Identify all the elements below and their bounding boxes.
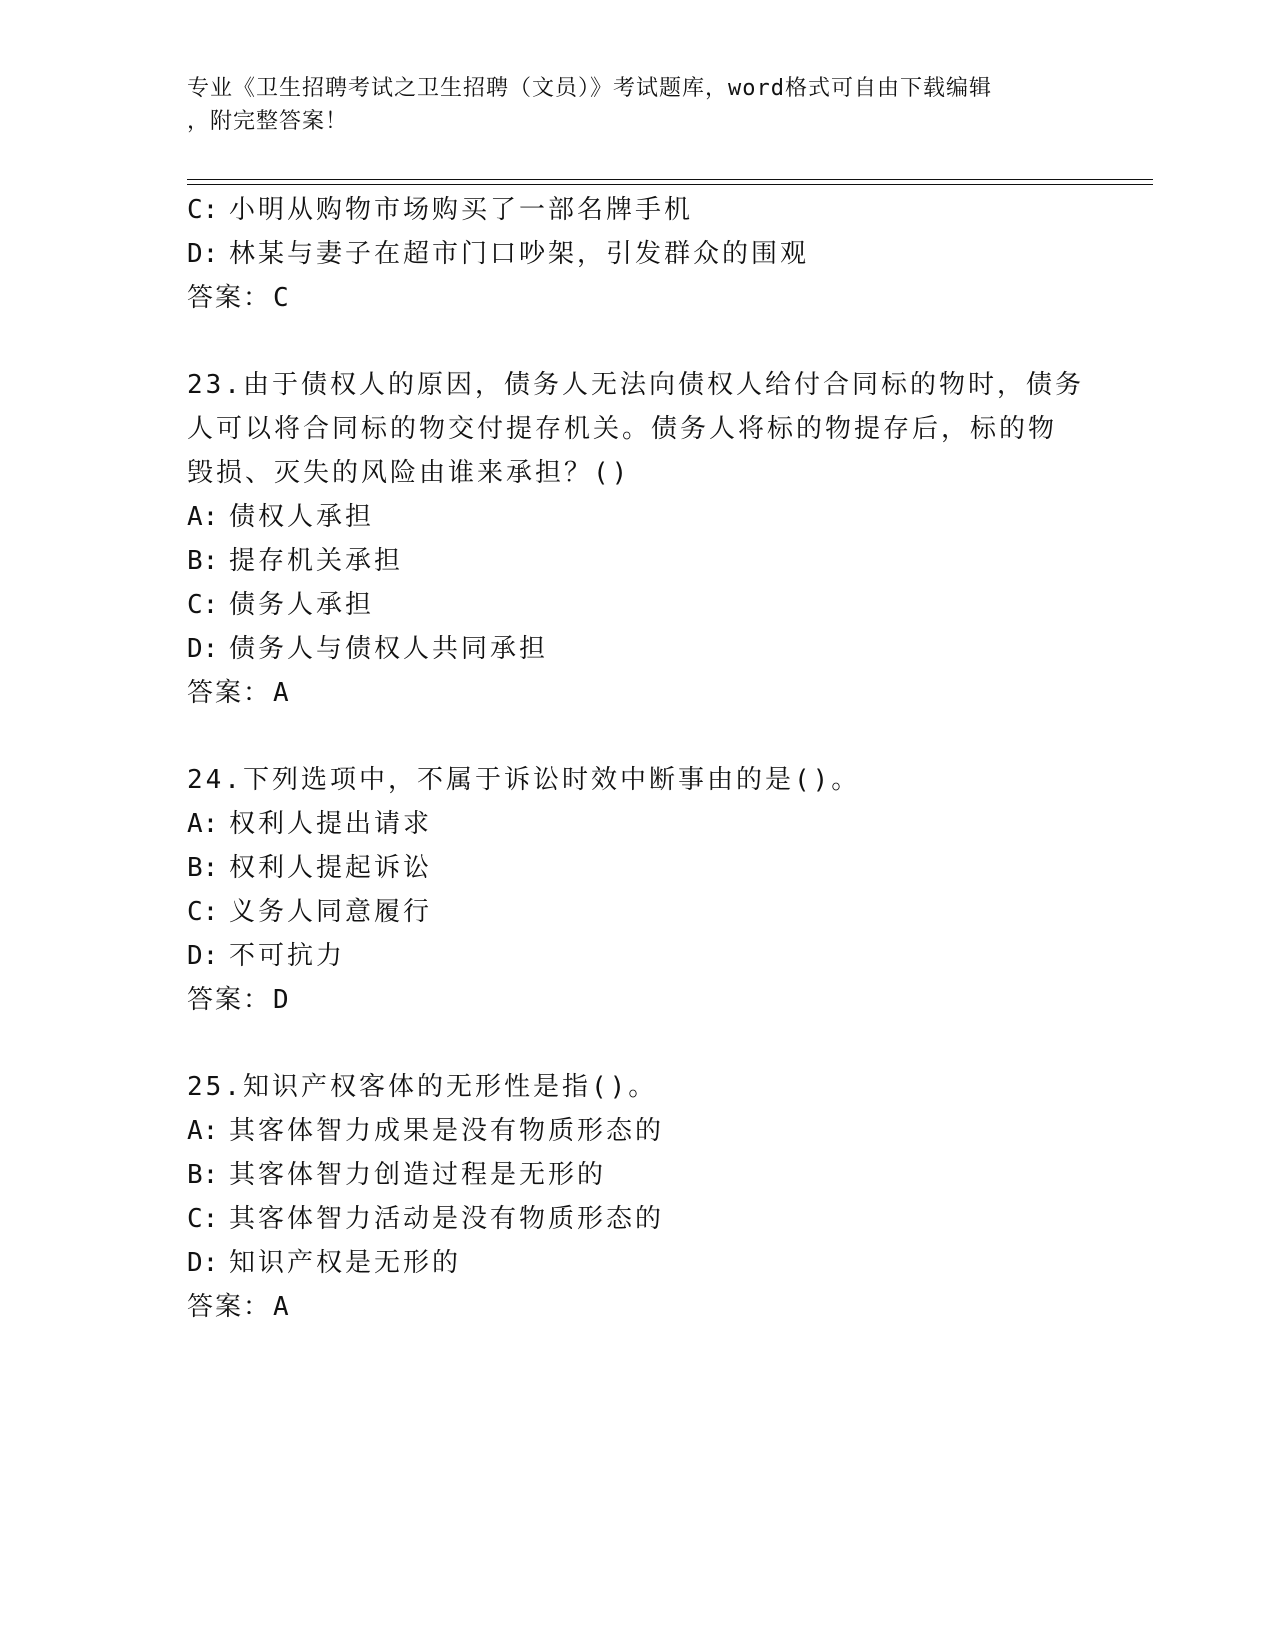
option-text: 其客体智力成果是没有物质形态的	[229, 1116, 665, 1146]
option-label: D:	[187, 1248, 219, 1278]
q23-option-c	[187, 588, 374, 622]
option-label: A:	[187, 502, 219, 532]
option-label: C:	[187, 1204, 219, 1234]
q25-option-a	[187, 1114, 664, 1148]
q23-option-a	[187, 500, 374, 534]
option-label: A:	[187, 1116, 219, 1146]
option-label: C:	[187, 590, 219, 620]
q22-option-c	[187, 193, 693, 227]
q23-option-b	[187, 544, 403, 578]
document-header	[187, 72, 1067, 138]
q25-option-b	[187, 1158, 606, 1192]
answer-key: 答案：	[187, 985, 272, 1015]
option-label: D:	[187, 239, 219, 269]
option-label: D:	[187, 941, 219, 971]
q23-stem-line-1: 23.由于债权人的原因，债务人无法向债权人给付合同标的物时，债务	[187, 370, 1084, 400]
option-label: B:	[187, 1160, 219, 1190]
option-text: 债务人承担	[229, 590, 375, 620]
header-line-1: 专业《卫生招聘考试之卫生招聘（文员）》考试题库，word格式可自由下载编辑	[187, 76, 992, 101]
option-text: 债权人承担	[229, 502, 375, 532]
answer-value: A	[273, 678, 289, 708]
answer-value: D	[273, 985, 289, 1015]
answer-key: 答案：	[187, 1292, 272, 1322]
option-text: 小明从购物市场购买了一部名牌手机	[229, 195, 694, 225]
answer-key: 答案：	[187, 678, 272, 708]
option-text: 知识产权是无形的	[229, 1248, 462, 1278]
q24-option-b	[187, 851, 432, 885]
q23-stem-line-2: 人可以将合同标的物交付提存机关。债务人将标的物提存后，标的物	[187, 414, 1058, 444]
q24-option-c	[187, 895, 432, 929]
q25-option-c	[187, 1202, 664, 1236]
option-text: 债务人与债权人共同承担	[229, 634, 549, 664]
q25-answer	[187, 1290, 289, 1324]
option-text: 权利人提起诉讼	[229, 853, 433, 883]
q23-stem-line-3: 毁损、灭失的风险由谁来承担？()	[187, 458, 631, 488]
q24-option-a	[187, 807, 432, 841]
q23-answer	[187, 676, 289, 710]
q22-option-d	[187, 237, 809, 271]
q24-stem-line-1: 24.下列选项中，不属于诉讼时效中断事由的是()。	[187, 765, 861, 795]
header-divider-top	[187, 179, 1153, 180]
option-label: B:	[187, 853, 219, 883]
option-text: 其客体智力活动是没有物质形态的	[229, 1204, 665, 1234]
q25-option-d	[187, 1246, 461, 1280]
q24-answer	[187, 983, 289, 1017]
option-text: 不可抗力	[229, 941, 346, 971]
header-line-2: ，附完整答案！	[187, 109, 349, 134]
option-label: D:	[187, 634, 219, 664]
option-text: 提存机关承担	[229, 546, 404, 576]
option-label: C:	[187, 195, 219, 225]
header-divider-bottom	[187, 184, 1153, 185]
q24-option-d	[187, 939, 345, 973]
option-text: 义务人同意履行	[229, 897, 433, 927]
answer-key: 答案：	[187, 283, 272, 313]
q23-option-d	[187, 632, 548, 666]
answer-value: C	[273, 283, 289, 313]
option-text: 其客体智力创造过程是无形的	[229, 1160, 607, 1190]
option-text: 林某与妻子在超市门口吵架，引发群众的围观	[229, 239, 810, 269]
option-text: 权利人提出请求	[229, 809, 433, 839]
q25-stem-line-1: 25.知识产权客体的无形性是指()。	[187, 1072, 658, 1102]
option-label: C:	[187, 897, 219, 927]
option-label: A:	[187, 809, 219, 839]
answer-value: A	[273, 1292, 289, 1322]
q22-answer	[187, 281, 289, 315]
option-label: B:	[187, 546, 219, 576]
